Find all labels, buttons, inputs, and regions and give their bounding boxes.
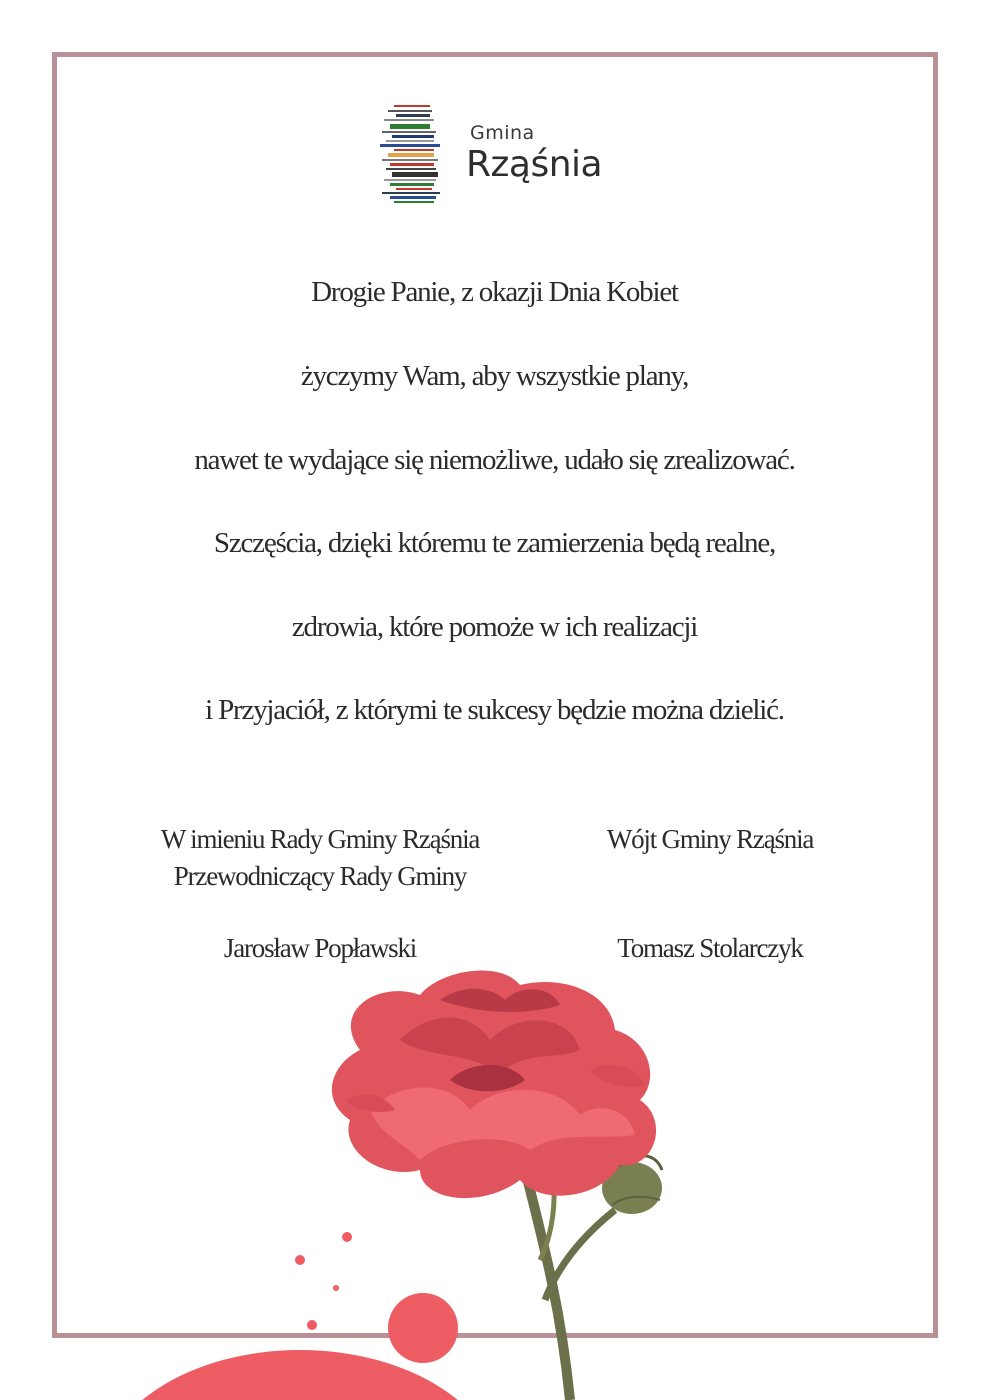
wish-line-2: życzymy Wam, aby wszystkie plany,	[300, 360, 689, 392]
wish-line-4: Szczęścia, dzięki któremu te zamierzenia będą realne,	[213, 527, 776, 559]
wish-line-1: Drogie Panie, z okazji Dnia Kobiet	[311, 276, 678, 308]
wish-line-3: nawet te wydające się niemożliwe, udało się zrealizować.	[194, 444, 795, 476]
council-signature-line-1: W imieniu Rady Gminy Rząśnia	[160, 824, 480, 854]
decorative-dot	[342, 1232, 352, 1242]
mayor-name: Tomasz Stolarczyk	[617, 933, 803, 963]
logo-text-gmina: Gmina	[470, 122, 535, 144]
wish-line-5: zdrowia, które pomoże w ich realizacji	[291, 611, 698, 643]
logo-text-rzasnia: Rząśnia	[466, 144, 603, 185]
decorative-dot	[307, 1320, 317, 1330]
mayor-signature-line-1: Wójt Gminy Rząśnia	[606, 824, 814, 854]
decorative-circle-medium	[388, 1293, 458, 1363]
wish-line-6: i Przyjaciół, z którymi te sukcesy będzie można dzielić.	[205, 694, 784, 726]
decorative-dot	[333, 1285, 339, 1291]
carnation-petals	[332, 971, 656, 1199]
council-signature-line-2: Przewodniczący Rady Gminy	[173, 861, 467, 891]
council-chair-name: Jarosław Popławski	[223, 933, 417, 963]
decorative-dot	[295, 1255, 305, 1265]
